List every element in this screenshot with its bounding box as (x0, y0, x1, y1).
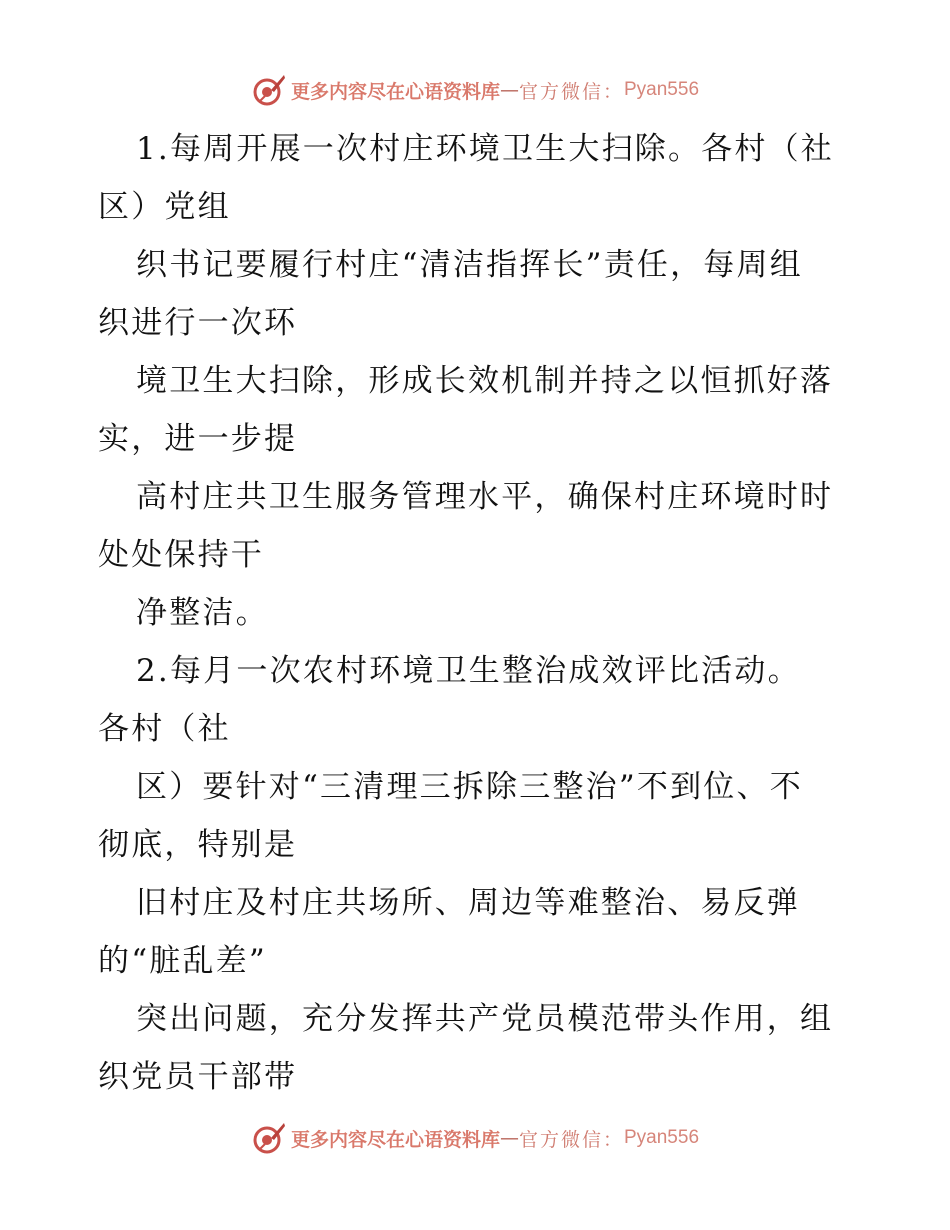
text-line: 处处保持干 (98, 537, 264, 573)
text-line: 彻底，特别是 (98, 827, 298, 863)
watermark-wechat-label: 官方微信： (518, 80, 624, 103)
text-line: 织党员干部带 (98, 1059, 298, 1095)
watermark-brand: 更多内容尽在心语资料库 (290, 1128, 500, 1151)
document-body (98, 120, 858, 1106)
text-line: 突出问题，充分发挥共产党员模范带头作用，组 (136, 1001, 834, 1037)
text-line: 高村庄共卫生服务管理水平，确保村庄环境时时 (136, 479, 834, 515)
header-watermark (0, 70, 950, 110)
text-line: 的“脏乱差” (98, 943, 267, 979)
text-line: 境卫生大扫除，形成长效机制并持之以恒抓好落 (136, 363, 834, 399)
text-line: 区）党组 (98, 189, 231, 225)
watermark-brand: 更多内容尽在心语资料库 (290, 80, 500, 103)
text-line: 2.每月一次农村环境卫生整治成效评比活动。 (136, 653, 801, 689)
watermark-separator: — (499, 79, 519, 101)
quill-seal-icon (251, 72, 287, 108)
text-line: 各村（社 (98, 711, 231, 747)
watermark-separator: — (499, 1127, 519, 1149)
footer-watermark (0, 1118, 950, 1158)
text-line: 区）要针对“三清理三拆除三整治”不到位、不 (136, 769, 803, 805)
watermark-wechat-id: Pyan556 (624, 79, 700, 100)
text-line: 1.每周开展一次村庄环境卫生大扫除。各村（社 (136, 131, 834, 167)
text-line: 织进行一次环 (98, 305, 298, 341)
watermark-wechat-label: 官方微信： (518, 1128, 624, 1151)
text-line: 织书记要履行村庄“清洁指挥长”责任，每周组 (136, 247, 803, 283)
text-line: 净整洁。 (136, 595, 269, 631)
quill-seal-icon (251, 1120, 287, 1156)
watermark-wechat-id: Pyan556 (624, 1127, 700, 1148)
text-line: 实，进一步提 (98, 421, 298, 457)
text-line: 旧村庄及村庄共场所、周边等难整治、易反弹 (136, 885, 800, 921)
